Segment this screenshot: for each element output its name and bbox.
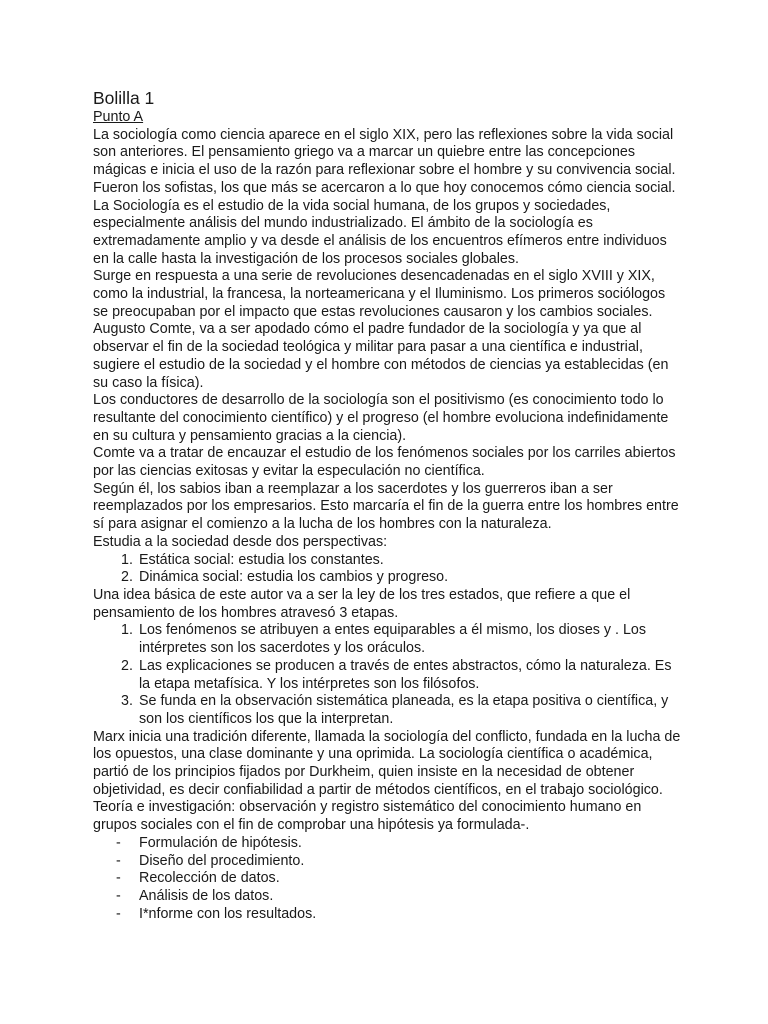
list-item xyxy=(93,693,683,728)
paragraph: Una idea básica de este autor va a ser la ley de los tres estados, que refiere a que el pensamiento de los hombres atravesó 3 etapas. xyxy=(93,586,631,621)
paragraph: Surge en respuesta a una serie de revoluciones desencadenadas en el siglo XVIII y XIX, como la industrial, la francesa, la norteamericana y el Iluminismo. Los primeros sociólogos se preocupaban por el impacto que estas revoluciones causaron y los cambios sociales. xyxy=(93,268,666,320)
list-item xyxy=(93,622,683,657)
paragraph: La Sociología es el estudio de la vida social humana, de los grupos y sociedades, especialmente análisis del mundo industrializado. El ámbito de la sociología es extremadamente amplio y va desde el análisis de los encuentros efímeros entre individuos en la calle hasta la investigación de los procesos sociales globales. xyxy=(93,197,667,267)
list-item xyxy=(93,569,683,587)
list-number: 2. xyxy=(121,657,133,674)
list-dash: - xyxy=(116,887,121,904)
document-title: Bolilla 1 xyxy=(93,88,155,108)
list-item xyxy=(93,888,683,906)
list-dash: - xyxy=(116,834,121,851)
paragraph: Estudia a la sociedad desde dos perspectivas: xyxy=(93,533,388,550)
stages-list xyxy=(93,622,683,728)
steps-list xyxy=(93,835,683,924)
list-number: 1. xyxy=(121,551,133,568)
section-heading: Punto A xyxy=(93,109,144,125)
list-item-text: Diseño del procedimiento. xyxy=(139,852,305,869)
paragraph: Fueron los sofistas, los que más se acercaron a lo que hoy conocemos cómo ciencia social. xyxy=(93,179,676,196)
list-item-text: Formulación de hipótesis. xyxy=(139,834,302,851)
list-item-text: Análisis de los datos. xyxy=(139,887,274,904)
paragraph: Augusto Comte, va a ser apodado cómo el padre fundador de la sociología y ya que al observar el fin de la sociedad teológica y militar para pasar a una científica e industrial, sugiere el estudio de la sociedad y el hombre con métodos de ciencias ya establecidas (en su caso la física). xyxy=(93,321,669,391)
list-dash: - xyxy=(116,870,121,887)
list-item-text: Estática social: estudia los constantes. xyxy=(139,551,384,568)
paragraph: Según él, los sabios iban a reemplazar a los sacerdotes y los guerreros iban a ser reemplazados por los empresarios. Esto marcaría el fin de la guerra entre los hombres entre sí para asignar el comienzo a la lucha de los hombres con la naturaleza. xyxy=(93,480,679,533)
perspectives-list xyxy=(93,552,683,587)
paragraph: Teoría e investigación: observación y registro sistemático del conocimiento humano en grupos sociales con el fin de comprobar una hipótesis ya formulada-. xyxy=(93,799,642,834)
paragraph: La sociología como ciencia aparece en el siglo XIX, pero las reflexiones sobre la vida social son anteriores. El pensamiento griego va a marcar un quiebre entre las concepciones mágicas e inicia el uso de la razón para reflexionar sobre el hombre y su convivencia social. xyxy=(93,126,676,179)
list-item xyxy=(93,835,683,853)
list-item-text: Dinámica social: estudia los cambios y progreso. xyxy=(139,569,449,586)
list-number: 2. xyxy=(121,569,133,586)
list-item-text: Se funda en la observación sistemática planeada, es la etapa positiva o científica, y son los científicos los que la interpretan. xyxy=(139,693,669,727)
list-item-text: Recolección de datos. xyxy=(139,870,280,887)
list-number: 3. xyxy=(121,693,133,710)
list-item xyxy=(93,658,683,693)
list-item xyxy=(93,906,683,924)
list-item-text: Las explicaciones se producen a través de entes abstractos, cómo la naturaleza. Es la etapa metafísica. Y los intérpretes son los filósofos. xyxy=(139,657,672,692)
list-item xyxy=(93,552,683,570)
list-item xyxy=(93,853,683,871)
list-item xyxy=(93,870,683,888)
list-item-text: I*nforme con los resultados. xyxy=(139,905,317,922)
list-number: 1. xyxy=(121,622,133,639)
list-dash: - xyxy=(116,905,121,922)
list-dash: - xyxy=(116,852,121,869)
document-page xyxy=(93,88,683,923)
paragraph: Los conductores de desarrollo de la sociología son el positivismo (es conocimiento todo lo resultante del conocimiento científico) y el progreso (el hombre evoluciona indefinidamente en su cultura y pensamiento gracias a la ciencia). xyxy=(93,392,669,444)
list-item-text: Los fenómenos se atribuyen a entes equiparables a él mismo, los dioses y . Los intérpretes son los sacerdotes y los oráculos. xyxy=(139,622,647,657)
paragraph: Comte va a tratar de encauzar el estudio de los fenómenos sociales por los carriles abiertos por las ciencias exitosas y evitar la especulación no científica. xyxy=(93,445,676,480)
paragraph: Marx inicia una tradición diferente, llamada la sociología del conflicto, fundada en la lucha de los opuestos, una clase dominante y una oprimida. La sociología científica o académica, partió de los principios fijados por Durkheim, quien insiste en la necesidad de obtener objetividad, es decir confiabilidad a partir de métodos científicos, en el trabajo sociológico. xyxy=(93,728,681,798)
